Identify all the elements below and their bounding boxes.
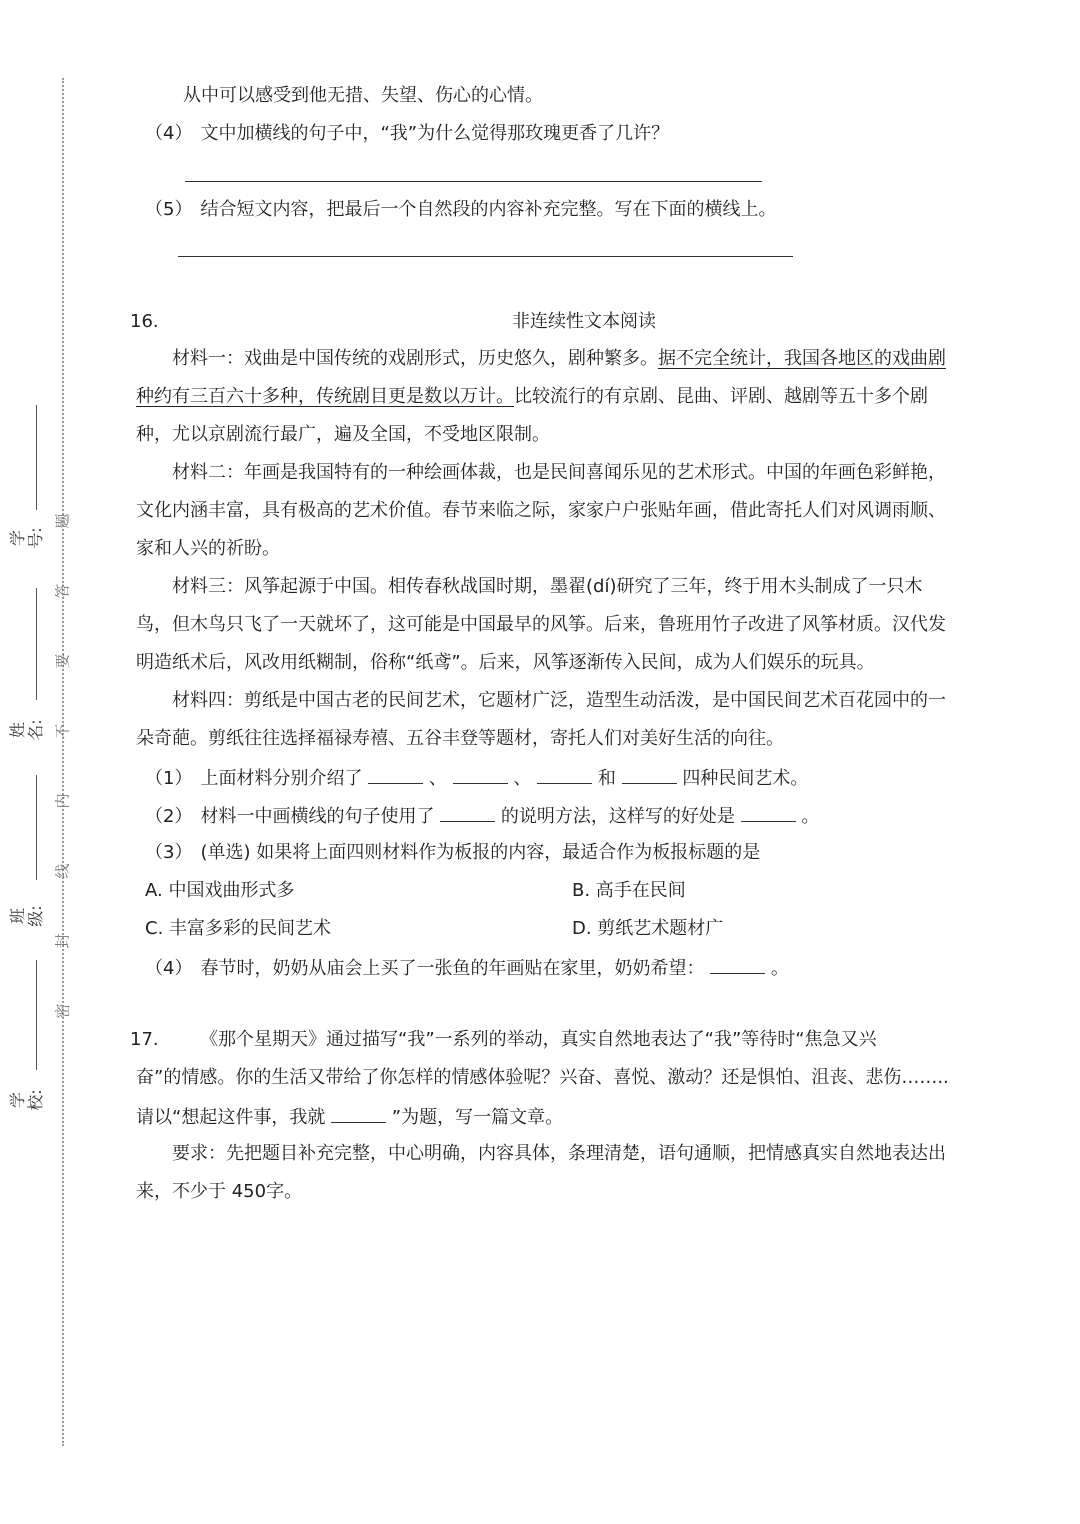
q15-5-answer-line[interactable] (178, 256, 793, 257)
q17-requirements-line2: 来，不少于 450字。 (136, 1181, 303, 1202)
q16-4-blank[interactable] (710, 955, 765, 974)
underlined-sentence-part1: 据不完全统计，我国各地区的戏曲剧 (658, 348, 946, 369)
q16-1-blank-3[interactable] (537, 765, 592, 784)
continuation-line: 从中可以感受到他无措、失望、伤心的心情。 (183, 85, 543, 106)
name-label: 姓名: (8, 719, 45, 741)
option-c[interactable]: C. 丰富多彩的民间艺术 (145, 918, 332, 939)
q15-5 (145, 198, 776, 222)
material3-line3: 明造纸术后，风改用纸糊制，俗称“纸鸢”。后来，风筝逐渐传入民间，成为人们娱乐的玩具。 (136, 652, 875, 673)
q17-line3: 请以“想起这件事，我就 ”为题，写一篇文章。 (136, 1104, 563, 1130)
seal-char-nei: 内 (53, 793, 72, 809)
material3-line2: 鸟，但木鸟只飞了一天就坏了，这可能是中国最早的风筝。后来，鲁班用竹子改进了风筝材质。汉代发 (136, 614, 946, 635)
seal-char-ti: 题 (53, 513, 72, 529)
student-id-line (36, 405, 37, 510)
school-label: 学校: (8, 1089, 45, 1111)
q15-5-text: 结合短文内容，把最后一个自然段的内容补充完整。写在下面的横线上。 (200, 199, 777, 220)
q16-2-blank-1[interactable] (440, 803, 495, 822)
material1-line1: 材料一：戏曲是中国传统的戏剧形式，历史悠久，剧种繁多。据不完全统计，我国各地区的戏曲剧 (172, 348, 946, 369)
option-d[interactable]: D. 剪纸艺术题材广 (572, 918, 724, 939)
seal-char-bu: 不 (53, 723, 72, 739)
q16-2-number: （2） (145, 806, 193, 827)
q16-1-blank-4[interactable] (622, 765, 677, 784)
q17-title-blank[interactable] (331, 1104, 386, 1123)
q17-line1: 《那个星期天》通过描写“我”一系列的举动，真实自然地表达了“我”等待时“焦急又兴 (200, 1029, 877, 1050)
material4-line2: 朵奇葩。剪纸往往选择福禄寿禧、五谷丰登等题材，寄托人们对美好生活的向往。 (136, 728, 784, 749)
q15-4 (145, 122, 669, 146)
q17-number: 17. (130, 1029, 159, 1050)
material2-line1: 材料二：年画是我国特有的一种绘画体裁，也是民间喜闻乐见的艺术形式。中国的年画色彩鲜艳， (172, 462, 946, 483)
student-id-label: 学号: (8, 527, 45, 549)
material1-line3: 种，尤以京剧流行最广，遍及全国，不受地区限制。 (136, 424, 550, 445)
q16-1-blank-2[interactable] (453, 765, 508, 784)
material4-line1: 材料四：剪纸是中国古老的民间艺术，它题材广泛，造型生动活泼，是中国民间艺术百花园中的一 (172, 690, 946, 711)
q16-3: （3） (单选) 如果将上面四则材料作为板报的内容，最适合作为板报标题的是 (145, 842, 761, 863)
q17-line2: 奋”的情感。你的生活又带给了你怎样的情感体验呢？兴奋、喜悦、激动？还是惧怕、沮丧、悲伤…….. (136, 1067, 949, 1088)
q16-2: （2） 材料一中画横线的句子使用了 的说明方法，这样写的好处是 。 (145, 803, 819, 829)
binding-dotted-line (62, 78, 64, 1446)
seal-char-feng: 封 (53, 933, 72, 949)
q16-4: （4） 春节时，奶奶从庙会上买了一张鱼的年画贴在家里，奶奶希望： 。 (145, 955, 789, 981)
name-line (36, 588, 37, 700)
q15-5-number: （5） (145, 199, 193, 220)
q16-4-number: （4） (145, 958, 193, 979)
material2-line2: 文化内涵丰富，具有极高的艺术价值。春节来临之际，家家户户张贴年画，借此寄托人们对风调雨顺、 (136, 500, 946, 521)
q15-4-number: （4） (145, 123, 193, 144)
q17-requirements-line1: 要求：先把题目补充完整，中心明确，内容具体，条理清楚，语句通顺，把情感真实自然地表达出 (172, 1143, 946, 1164)
class-line (36, 775, 37, 880)
class-label: 班级: (8, 905, 45, 927)
q15-4-answer-line[interactable] (185, 181, 762, 182)
q16-1-blank-1[interactable] (368, 765, 423, 784)
q16-title: 非连续性文本阅读 (512, 311, 656, 332)
q16-1-number: （1） (145, 768, 193, 789)
underlined-sentence-part2: 种约有三百六十多种，传统剧目更是数以万计。 (136, 386, 514, 407)
seal-char-xian: 线 (53, 863, 72, 879)
q16-2-blank-2[interactable] (741, 803, 796, 822)
q16-3-number: （3） (145, 842, 193, 863)
material2-line3: 家和人兴的祈盼。 (136, 538, 280, 559)
school-line (36, 960, 37, 1070)
material3-line1: 材料三：风筝起源于中国。相传春秋战国时期，墨翟(dí)研究了三年，终于用木头制成了一只木 (172, 576, 923, 597)
option-b[interactable]: B. 高手在民间 (572, 880, 686, 901)
material1-line2: 种约有三百六十多种，传统剧目更是数以万计。比较流行的有京剧、昆曲、评剧、越剧等五十多个剧 (136, 386, 928, 407)
seal-char-mi: 密 (53, 1003, 72, 1019)
option-a[interactable]: A. 中国戏曲形式多 (145, 880, 295, 901)
q16-number: 16. (130, 311, 159, 332)
seal-char-da: 答 (53, 583, 72, 599)
q15-4-text: 文中加横线的句子中，“我”为什么觉得那玫瑰更香了几许？ (200, 123, 670, 144)
q16-1: （1） 上面材料分别介绍了 、 、 和 四种民间艺术。 (145, 765, 808, 791)
seal-char-yao: 要 (53, 653, 72, 669)
